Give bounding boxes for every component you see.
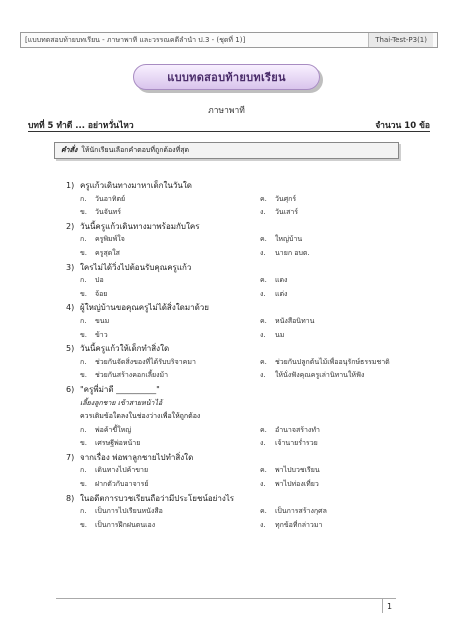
option-label: ก. xyxy=(80,425,87,434)
question-number: 4) xyxy=(66,303,75,313)
option-row xyxy=(66,519,426,533)
question xyxy=(66,220,426,234)
option-label: ก. xyxy=(80,507,87,516)
answer-option[interactable] xyxy=(246,369,426,383)
option-label: ข. xyxy=(80,289,88,298)
question-list xyxy=(66,179,426,532)
question-subtext: ควรเติมข้อใดลงในช่องว่างเพื่อให้ถูกต้อง xyxy=(80,412,201,421)
option-label: ค. xyxy=(260,425,267,434)
answer-option[interactable] xyxy=(246,247,426,261)
question-text: ครูแก้วเดินทางมาหาเด็กในวันใด xyxy=(80,181,192,190)
option-row xyxy=(66,315,426,329)
option-row xyxy=(66,424,426,438)
answer-option[interactable] xyxy=(246,315,426,329)
answer-option[interactable] xyxy=(246,478,426,492)
subject-heading: ภาษาพาที xyxy=(208,106,245,116)
option-text: ช่วยกันสร้างคอกเลี้ยงม้า xyxy=(95,371,169,380)
question-subtext: เลี้ยงลูกชาย เข้าสายหน้าไอ้ xyxy=(80,398,163,407)
answer-option[interactable] xyxy=(66,519,246,533)
answer-option[interactable] xyxy=(246,329,426,343)
option-row xyxy=(66,437,426,451)
option-text: ขนม xyxy=(95,316,110,325)
answer-option[interactable] xyxy=(66,274,246,288)
question xyxy=(66,342,426,356)
question xyxy=(66,451,426,465)
question xyxy=(66,383,426,397)
question-number: 7) xyxy=(66,452,75,462)
option-label: ง. xyxy=(260,289,266,298)
option-label: ค. xyxy=(260,466,267,475)
option-text: อำนาจสร้างทำ xyxy=(275,425,320,434)
option-text: พาไปท่องเที่ยว xyxy=(275,480,319,489)
question-number: 1) xyxy=(66,181,75,190)
option-text: วันเสาร์ xyxy=(275,208,299,217)
option-row xyxy=(66,505,426,519)
option-label: ค. xyxy=(260,507,267,516)
option-row xyxy=(66,206,426,220)
option-label: ค. xyxy=(260,276,267,285)
option-row xyxy=(66,247,426,261)
answer-option[interactable] xyxy=(66,505,246,519)
option-label: ค. xyxy=(260,194,267,203)
answer-option[interactable] xyxy=(66,193,246,207)
title-banner xyxy=(133,64,320,90)
question-number: 8) xyxy=(66,493,75,503)
footer-divider xyxy=(56,598,396,599)
option-label: ข. xyxy=(80,248,88,257)
option-label: ก. xyxy=(80,235,87,244)
answer-option[interactable] xyxy=(246,233,426,247)
option-text: พาไปบวชเรียน xyxy=(275,466,320,475)
option-text: ให้นั่งฟังคุณครูเล่านิทานให้ฟัง xyxy=(275,371,365,380)
answer-option[interactable] xyxy=(66,464,246,478)
instruction-box xyxy=(54,142,399,159)
answer-option[interactable] xyxy=(246,356,426,370)
option-text: เป็นการไปเรียนหนังสือ xyxy=(95,507,163,516)
option-row xyxy=(66,193,426,207)
option-text: เศรษฐีพ่อหน้าย xyxy=(95,439,141,448)
option-label: ง. xyxy=(260,208,266,217)
option-label: ก. xyxy=(80,194,87,203)
option-text: ช่วยกันปลูกต้นไม้เพื่ออนุรักษ์ธรรมชาติ xyxy=(275,357,390,366)
question-text: วันนี้ครูแก้วเดินทางมาพร้อมกับใคร xyxy=(80,221,200,231)
question-number: 2) xyxy=(66,221,75,231)
option-label: ค. xyxy=(260,316,267,325)
answer-option[interactable] xyxy=(66,247,246,261)
instruction-label: คำสั่ง xyxy=(61,146,78,154)
answer-option[interactable] xyxy=(66,478,246,492)
option-label: ข. xyxy=(80,439,88,448)
option-label: ง. xyxy=(260,520,266,529)
question-text: จากเรื่อง พ่อพาลูกชายไปทำสิ่งใด xyxy=(80,452,194,462)
option-row xyxy=(66,288,426,302)
question-text: "ครูพี่ม่าดี __________" xyxy=(80,384,160,394)
option-text: แต่ง xyxy=(275,289,288,298)
option-row xyxy=(66,233,426,247)
option-label: ข. xyxy=(80,480,88,489)
option-text: แดง xyxy=(275,276,288,285)
question-count: จำนวน 10 ข้อ xyxy=(375,121,430,131)
option-row xyxy=(66,369,426,383)
option-row xyxy=(66,329,426,343)
answer-option[interactable] xyxy=(246,193,426,207)
lesson-title: บทที่ 5 ทำดี ... อย่าหวั่นไหว xyxy=(28,121,134,131)
question xyxy=(66,261,426,275)
option-text: ช่วยกันจัดสิ่งของที่ได้รับบริจาคมา xyxy=(95,357,196,366)
document-header xyxy=(20,32,438,48)
answer-option[interactable] xyxy=(246,206,426,220)
option-label: ก. xyxy=(80,316,87,325)
question xyxy=(66,492,426,506)
option-text: ครูพิมพ์ใจ xyxy=(95,235,125,244)
option-text: จ้อย xyxy=(95,289,108,298)
answer-option[interactable] xyxy=(246,464,426,478)
answer-option[interactable] xyxy=(66,437,246,451)
option-text: วันอาทิตย์ xyxy=(95,194,126,203)
header-title: [แบบทดสอบท้ายบทเรียน - ภาษาพาที และวรรณคดีลำนำ ป.3 - (ชุดที่ 1)] xyxy=(25,35,246,44)
option-text: เจ้านายร่ำรวย xyxy=(275,439,318,448)
option-label: ง. xyxy=(260,371,266,380)
option-text: วันศุกร์ xyxy=(275,194,297,203)
instruction-text: ให้นักเรียนเลือกคำตอบที่ถูกต้องที่สุด xyxy=(81,146,190,154)
option-row xyxy=(66,464,426,478)
lesson-row xyxy=(28,118,430,132)
page-title: แบบทดสอบท้ายบทเรียน xyxy=(167,71,286,84)
divider xyxy=(28,131,430,132)
header-code: Thai-Test-P3(1) xyxy=(368,33,433,47)
answer-option[interactable] xyxy=(246,288,426,302)
option-text: ปอ xyxy=(95,276,104,285)
option-label: ข. xyxy=(80,208,88,217)
question xyxy=(66,301,426,315)
question-number: 5) xyxy=(66,344,75,354)
option-label: ง. xyxy=(260,330,266,339)
question-text: ในอดีตการบวชเรียนถือว่ามีประโยชน์อย่างไร xyxy=(80,493,235,503)
option-text: หนังสือนิทาน xyxy=(275,316,315,325)
option-label: ก. xyxy=(80,357,87,366)
answer-option[interactable] xyxy=(66,356,246,370)
option-text: เดินทางไปค้าขาย xyxy=(95,466,149,475)
option-label: ง. xyxy=(260,248,266,257)
option-row xyxy=(66,478,426,492)
option-label: ง. xyxy=(260,439,266,448)
option-text: ข้าว xyxy=(95,330,108,339)
option-text: ทุกข้อที่กล่าวมา xyxy=(275,520,323,529)
answer-option[interactable] xyxy=(66,424,246,438)
option-text: นายก อบต. xyxy=(275,248,310,257)
answer-option[interactable] xyxy=(66,233,246,247)
option-label: ข. xyxy=(80,520,88,529)
question-number: 3) xyxy=(66,262,75,272)
option-text: ใหญ่บ้าน xyxy=(275,235,303,244)
answer-option[interactable] xyxy=(246,505,426,519)
option-label: ข. xyxy=(80,330,88,339)
answer-option[interactable] xyxy=(66,369,246,383)
answer-option[interactable] xyxy=(66,315,246,329)
option-text: ครูสุดใส xyxy=(95,248,120,257)
question-text: ผู้ใหญ่บ้านขอคุณครูไม่ได้สิ่งใดมาด้วย xyxy=(80,303,209,313)
option-row xyxy=(66,274,426,288)
answer-option[interactable] xyxy=(246,424,426,438)
option-text: ฝากตัวกับอาจารย์ xyxy=(95,480,149,489)
question-text: วันนี้ครูแก้วให้เด็กทำสิ่งใด xyxy=(80,344,170,354)
option-label: ก. xyxy=(80,276,87,285)
option-label: ค. xyxy=(260,235,267,244)
page-number: 1 xyxy=(382,599,396,613)
answer-option[interactable] xyxy=(246,519,426,533)
option-label: ค. xyxy=(260,357,267,366)
question-text: ใครไม่ได้วิ่งไปต้อนรับคุณครูแก้ว xyxy=(80,262,192,272)
option-text: วันจันทร์ xyxy=(95,208,121,217)
question-number: 6) xyxy=(66,384,75,394)
option-label: ก. xyxy=(80,466,87,475)
option-label: ข. xyxy=(80,371,88,380)
question xyxy=(66,179,426,193)
option-row xyxy=(66,356,426,370)
answer-option[interactable] xyxy=(246,274,426,288)
answer-option[interactable] xyxy=(246,437,426,451)
answer-option[interactable] xyxy=(66,288,246,302)
option-text: นม xyxy=(275,330,285,339)
answer-option[interactable] xyxy=(66,329,246,343)
option-text: เป็นการสร้างกุศล xyxy=(275,507,327,516)
answer-option[interactable] xyxy=(66,206,246,220)
option-text: เป็นการฝึกฝนตนเอง xyxy=(95,520,156,529)
option-label: ง. xyxy=(260,480,266,489)
option-text: พ่อค้าขี้ใหญ่ xyxy=(95,425,132,434)
